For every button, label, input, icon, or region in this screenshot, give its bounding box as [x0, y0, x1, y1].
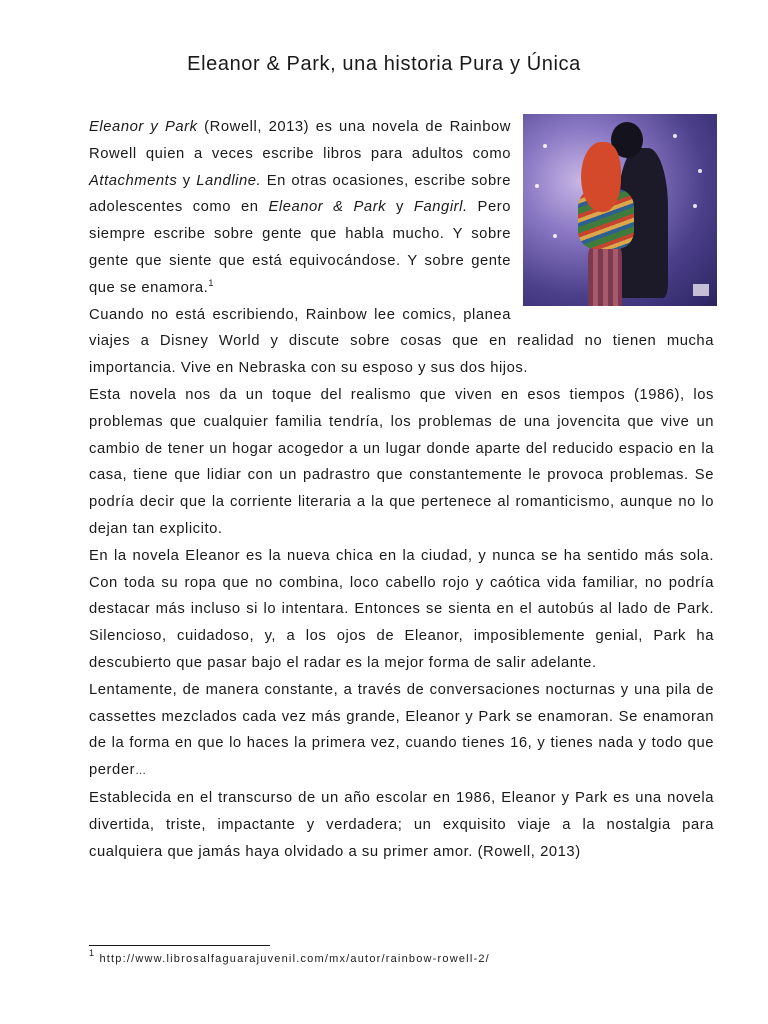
footnote [89, 948, 490, 965]
paragraph-3: Esta novela nos da un toque del realismo que viven en esos tiempos (1986), los problemas que cualquier familia tendría, los problemas de una jovencita que vive un cambio de tener un hogar acogedor a un lugar donde aparte del reducido espacio en la casa, tiene que lidiar con un padrastro que constantemente le provoca problemas. Se podría decir que la corriente literaria a la que pertenece al romanticismo, aunque no lo dejan tan explicito. [89, 386, 714, 537]
footnote-divider [89, 945, 270, 946]
footnote-reference[interactable]: 1 [208, 277, 214, 288]
document-title: Eleanor & Park, una historia Pura y Única [187, 53, 581, 75]
document-body [89, 114, 714, 865]
footnote-number: 1 [89, 948, 96, 958]
paragraph-5: Lentamente, de manera constante, a través de conversaciones nocturnas y una pila de cassettes mezclados cada vez más grande, Eleanor y Park se enamoran. Se enamoran de la forma en que lo haces la primera vez, cuando tienes 16, y tienes nada y todo que perder… [89, 681, 714, 779]
cover-illustration [523, 114, 717, 306]
paragraph-1: Eleanor y Park (Rowell, 2013) es una novela de Rainbow Rowell quien a veces escribe libros para adultos como Attachments y Landline. En otras ocasiones, escribe sobre adolescentes como en Eleanor & Park y Fangirl. Pero siempre escribe sobre gente que habla mucho. Y sobre gente que siente que está equivocándose. Y sobre gente que se enamora.$^1$ [89, 119, 511, 296]
paragraph-4: En la novela Eleanor es la nueva chica en la ciudad, y nunca se ha sentido más sola. Con toda su ropa que no combina, loco cabello rojo y caótica vida familiar, no podría destacar más incluso si lo intentara. Entonces se sienta en el autobús al lado de Park. Silencioso, cuidadoso, y, a los ojos de Eleanor, imposiblemente genial, Park ha descubierto que pasar bajo el radar es la mejor forma de salir adelante. [89, 547, 714, 671]
paragraph-6: Establecida en el transcurso de un año escolar en 1986, Eleanor y Park es una novela divertida, triste, impactante y verdadera; un exquisito viaje a la nostalgia para cualquiera que jamás haya olvidado a su primer amor. (Rowell, 2013) [89, 789, 714, 860]
footnote-link[interactable]: http://www.librosalfaguarajuvenil.com/mx/autor/rainbow-rowell-2/ [95, 953, 490, 965]
paragraph-2: Cuando no está escribiendo, Rainbow lee comics, planea viajes a Disney World y discute sobre cosas que en realidad no tienen mucha importancia. Vive en Nebraska con su esposo y sus dos hijos. [89, 306, 714, 377]
